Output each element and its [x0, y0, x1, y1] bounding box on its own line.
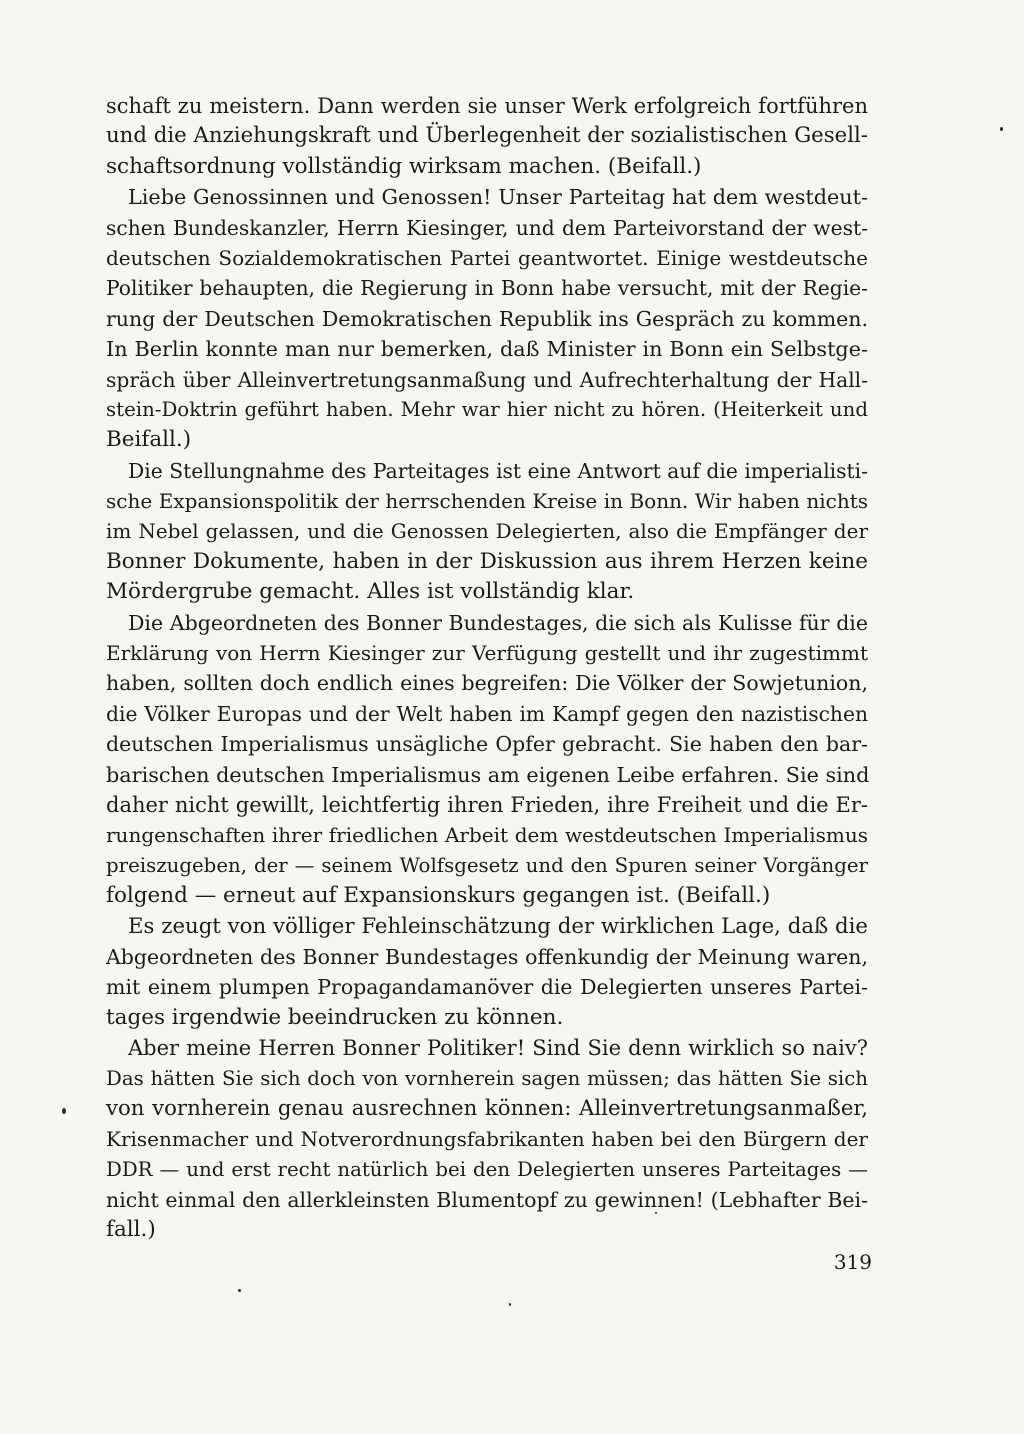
text-line: Das hätten Sie sich doch von vornherein sagen müssen; das hätten Sie sich: [106, 1066, 868, 1090]
text-line: Erklärung von Herrn Kiesinger zur Verfügung gestellt und ihr zugestimmt: [106, 641, 868, 666]
text-line: In Berlin konnte man nur bemerken, daß Minister in Bonn ein Selbstge-: [106, 337, 868, 362]
text-line: Krisenmacher und Notverordnungsfabrikanten haben bei den Bürgern der: [106, 1127, 868, 1152]
text-line: deutschen Imperialismus unsägliche Opfer gebracht. Sie haben den bar-: [106, 732, 868, 757]
text-line: DDR — und erst recht natürlich bei den Delegierten unseres Parteitages —: [106, 1157, 868, 1181]
text-line: Die Stellungnahme des Parteitages ist eine Antwort auf die imperialisti-: [128, 458, 868, 483]
text-line: Die Abgeordneten des Bonner Bundestages, die sich als Kulisse für die: [128, 610, 868, 635]
text-line: schaft zu meistern. Dann werden sie unser Werk erfolgreich fortführen: [106, 94, 868, 118]
text-line: und die Anziehungskraft und Überlegenheit der sozialistischen Gesell-: [106, 123, 868, 149]
text-line: Es zeugt von völliger Fehleinschätzung der wirklichen Lage, daß die: [128, 913, 868, 939]
text-line: Mördergrube gemacht. Alles ist vollständig klar.: [106, 579, 635, 605]
ink-speck: [509, 1303, 511, 1306]
paragraph: [106, 608, 868, 912]
text-line: barischen deutschen Imperialismus am eigenen Leibe erfahren. Sie sind: [106, 762, 870, 787]
paragraph: [106, 91, 868, 182]
text-line: folgend — erneut auf Expansionskurs gegangen ist. (Beifall.): [106, 883, 771, 909]
text-line: Politiker behaupten, die Regierung in Bonn habe versucht, mit der Regie-: [106, 276, 868, 301]
text-line: mit einem plumpen Propagandamanöver die Delegierten unseres Partei-: [106, 975, 868, 1000]
text-line: Bonner Dokumente, haben in der Diskussion aus ihrem Herzen keine: [106, 548, 868, 574]
text-line: preiszugeben, der — seinem Wolfsgesetz und den Spuren seiner Vorgänger: [106, 853, 868, 877]
text-line: Abgeordneten des Bonner Bundestages offenkundig der Meinung waren,: [106, 944, 868, 969]
paragraph: [106, 1033, 868, 1246]
body-text: [106, 91, 868, 1246]
text-line: haben, sollten doch endlich eines begreifen: Die Völker der Sowjetunion,: [106, 671, 868, 696]
text-line: Liebe Genossinnen und Genossen! Unser Parteitag hat dem westdeut-: [128, 185, 868, 210]
text-line: spräch über Alleinvertretungsanmaßung und Aufrechterhaltung der Hall-: [106, 367, 868, 392]
ink-speck: [62, 1108, 66, 1114]
ink-speck: [238, 1289, 241, 1292]
text-line: Aber meine Herren Bonner Politiker! Sind Sie denn wirklich so naiv?: [128, 1036, 868, 1061]
text-line: schen Bundeskanzler, Herrn Kiesinger, und dem Parteivorstand der west-: [106, 215, 868, 240]
text-line: rungenschaften ihrer friedlichen Arbeit dem westdeutschen Imperialismus: [106, 823, 868, 848]
text-line: im Nebel gelassen, und die Genossen Delegierten, also die Empfänger der: [106, 519, 868, 544]
text-line: nicht einmal den allerkleinsten Blumentopf zu gewinnen! (Lebhafter Bei-: [106, 1188, 868, 1213]
text-line: fall.): [106, 1217, 156, 1243]
paragraph: [106, 182, 868, 456]
paragraph: [106, 912, 868, 1034]
text-line: daher nicht gewillt, leichtfertig ihren Frieden, ihre Freiheit und die Er-: [106, 792, 868, 817]
ink-speck: [655, 1212, 657, 1214]
text-line: von vornherein genau ausrechnen können: Alleinvertretungsanmaßer,: [106, 1095, 868, 1121]
text-line: Beifall.): [106, 427, 192, 453]
text-line: tages irgendwie beeindrucken zu können.: [106, 1004, 564, 1030]
text-line: rung der Deutschen Demokratischen Republik ins Gespräch zu kommen.: [106, 306, 868, 331]
text-line: stein-Doktrin geführt haben. Mehr war hier nicht zu hören. (Heiterkeit und: [106, 397, 868, 421]
paragraph: [106, 456, 868, 608]
page-number: 319: [833, 1250, 872, 1274]
ink-speck: [1000, 127, 1003, 131]
text-line: sche Expansionspolitik der herrschenden Kreise in Bonn. Wir haben nichts: [106, 489, 868, 514]
text-line: die Völker Europas und der Welt haben im Kampf gegen den nazistischen: [106, 701, 868, 726]
text-line: deutschen Sozialdemokratischen Partei geantwortet. Einige westdeutsche: [106, 245, 868, 270]
text-line: schaftsordnung vollständig wirksam machen. (Beifall.): [106, 153, 702, 179]
